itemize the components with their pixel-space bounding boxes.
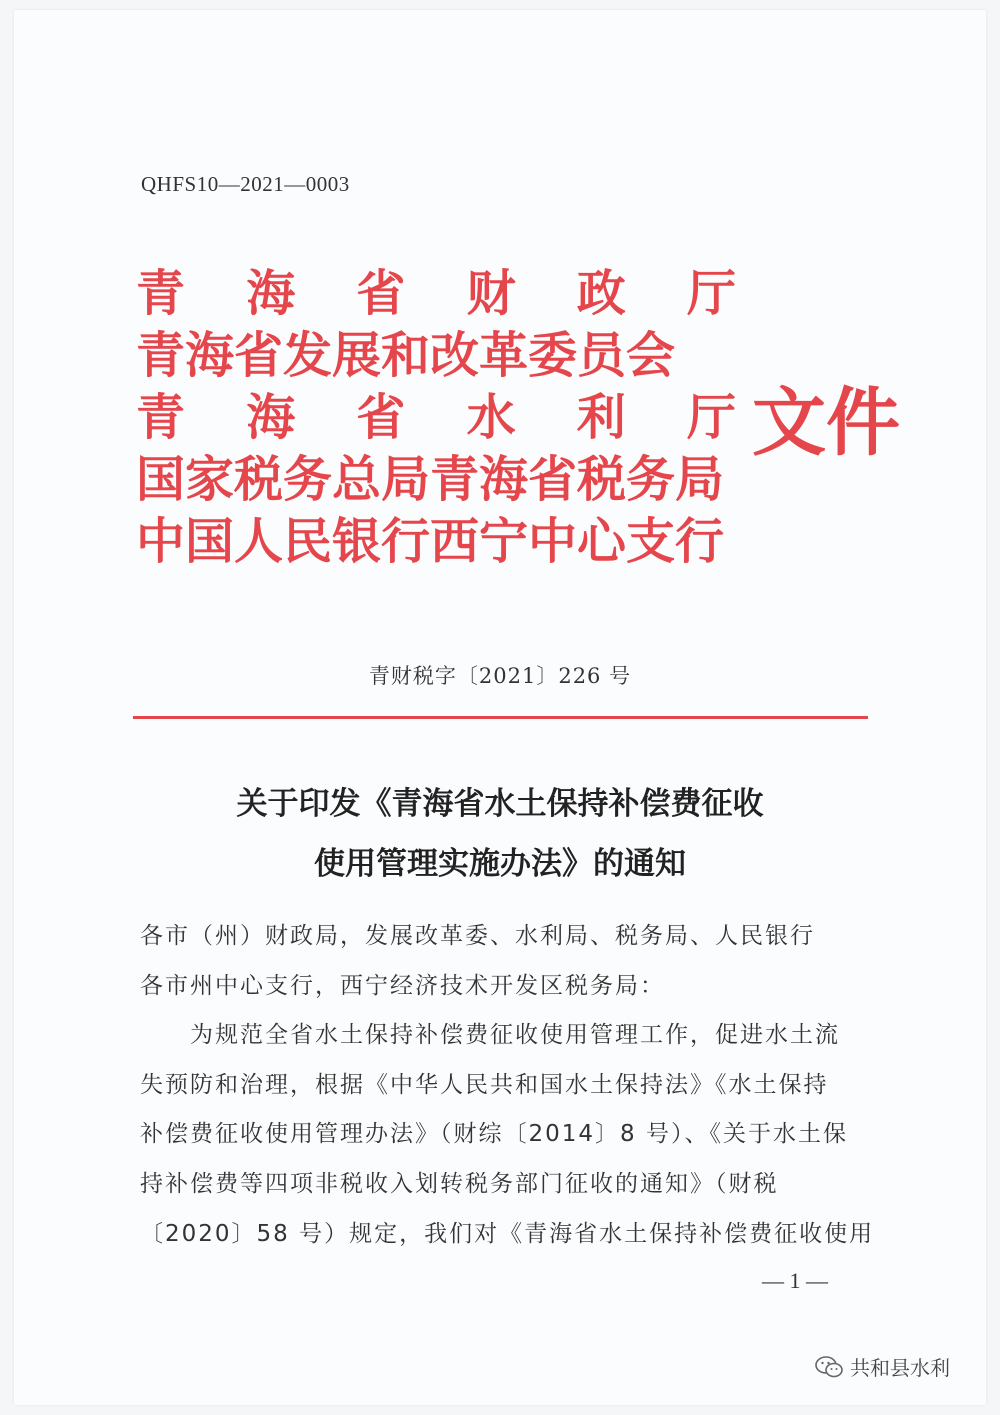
file-label: 文件 [752, 380, 900, 466]
red-divider [133, 716, 868, 719]
body-text [140, 912, 875, 1259]
issuer-char: 青 [136, 388, 186, 446]
issuer-char: 海 [246, 388, 296, 446]
body-line: 各市（州）财政局，发展改革委、水利局、税务局、人民银行 [140, 923, 815, 949]
body-line: 持补偿费等四项非税收入划转税务部门征收的通知》（财税 [140, 1170, 779, 1197]
body-line: 补偿费征收使用管理办法》（财综〔2014〕8 号）、《关于水土保 [140, 1121, 848, 1148]
issuer-tax-bureau: 国家税务总局青海省税务局 [136, 450, 725, 508]
notice-title [0, 774, 1000, 894]
title-line-1: 关于印发《青海省水土保持补偿费征收 [236, 786, 764, 822]
issuer-char: 利 [576, 388, 626, 446]
document-number: 青财税字〔2021〕226 号 [368, 664, 632, 688]
body-line: 为规范全省水土保持补偿费征收使用管理工作，促进水土流 [140, 1022, 840, 1049]
issuer-finance-dept [136, 262, 736, 324]
issuer-char: 水 [466, 388, 516, 446]
issuer-char: 海 [246, 264, 296, 322]
title-line-2: 使用管理实施办法》的通知 [314, 846, 686, 882]
wechat-icon [814, 1355, 844, 1379]
account-watermark [814, 1352, 950, 1381]
issuing-authorities [136, 262, 736, 572]
document-code: QHFS10—2021—0003 [141, 172, 350, 196]
issuer-development-reform: 青海省发展和改革委员会 [136, 326, 676, 384]
watermark-text: 共和县水利 [850, 1356, 950, 1380]
issuer-char: 省 [356, 388, 406, 446]
issuer-peoples-bank: 中国人民银行西宁中心支行 [136, 512, 725, 570]
body-line: 〔2020〕58 号）规定，我们对《青海省水土保持补偿费征收使用 [140, 1220, 875, 1247]
body-line: 各市州中心支行，西宁经济技术开发区税务局： [140, 972, 665, 999]
issuer-water-resources [136, 386, 736, 448]
page-number: — 1 — [762, 1268, 828, 1293]
issuer-char: 厅 [686, 388, 736, 446]
issuer-char: 厅 [686, 264, 736, 322]
issuer-char: 青 [136, 264, 186, 322]
issuer-char: 政 [576, 264, 626, 322]
issuer-char: 省 [356, 264, 406, 322]
issuer-char: 财 [466, 264, 516, 322]
body-line: 失预防和治理，根据《中华人民共和国水土保持法》《水土保持 [140, 1071, 829, 1098]
